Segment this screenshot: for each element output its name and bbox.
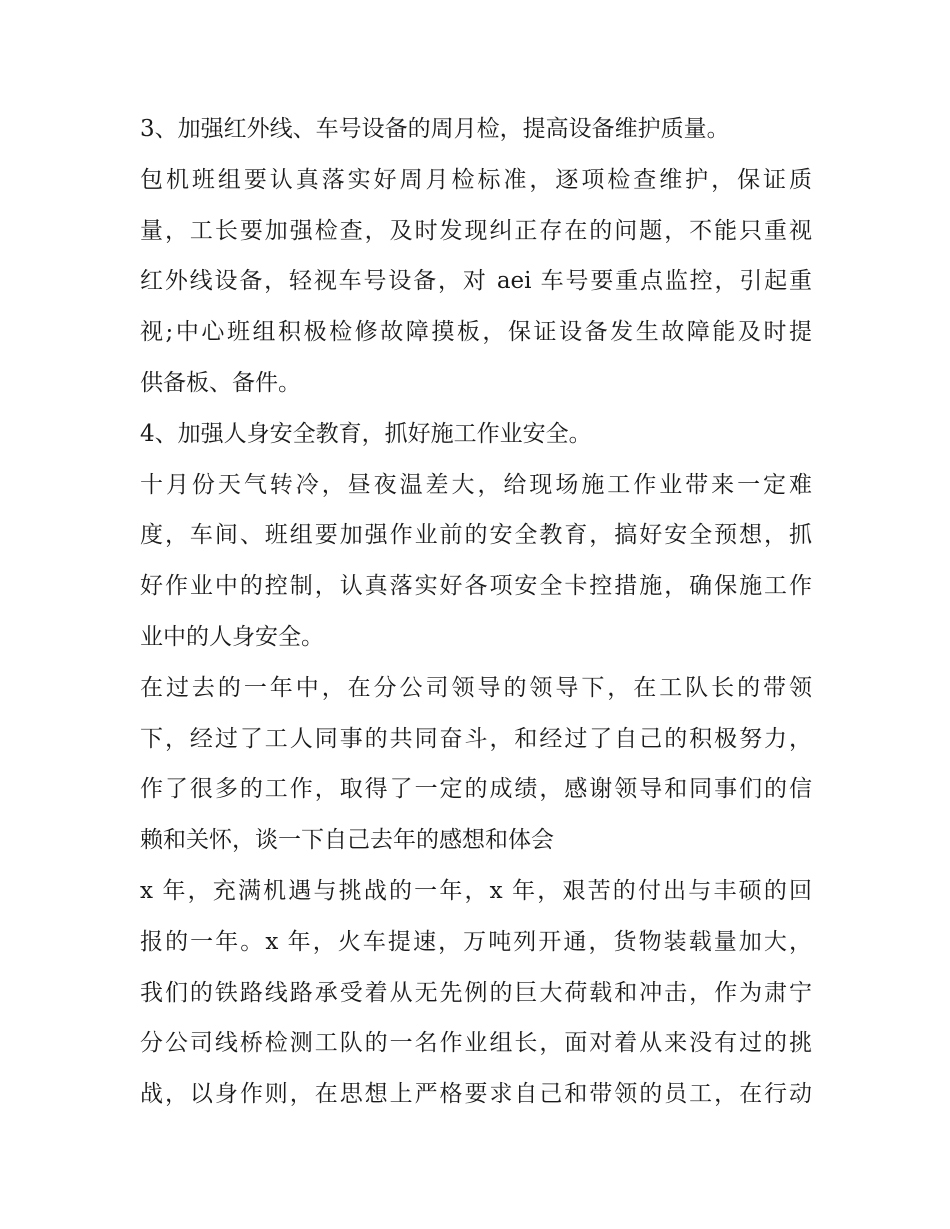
paragraph-line: 视;中心班组积极检修故障摸板，保证设备发生故障能及时提 bbox=[140, 319, 812, 346]
heading-item-4: 4、加强人身安全教育，抓好施工作业安全。 bbox=[140, 420, 592, 447]
paragraph-line: 包机班组要认真落实好周月检标准，逐项检查维护，保证质 bbox=[140, 166, 812, 193]
paragraph-line: 好作业中的控制，认真落实好各项安全卡控措施，确保施工作 bbox=[140, 573, 812, 600]
paragraph-line: 赖和关怀，谈一下自己去年的感想和体会 bbox=[140, 827, 554, 854]
paragraph-line: 红外线设备，轻视车号设备，对 aei 车号要重点监控，引起重 bbox=[140, 268, 812, 295]
paragraph-line: 在过去的一年中，在分公司领导的领导下，在工队长的带领 bbox=[140, 674, 812, 701]
paragraph-line: 供备板、备件。 bbox=[140, 369, 301, 396]
paragraph-line: 量，工长要加强检查，及时发现纠正存在的问题，不能只重视 bbox=[140, 217, 812, 244]
paragraph-line: 我们的铁路线路承受着从无先例的巨大荷载和冲击，作为肃宁 bbox=[140, 979, 812, 1006]
heading-item-3: 3、加强红外线、车号设备的周月检，提高设备维护质量。 bbox=[140, 116, 730, 142]
paragraph-line: 业中的人身安全。 bbox=[140, 623, 324, 650]
paragraph-line: 战，以身作则，在思想上严格要求自己和带领的员工，在行动 bbox=[140, 1081, 812, 1108]
paragraph-line: 报的一年。x 年，火车提速，万吨列开通，货物装载量加大， bbox=[140, 928, 812, 955]
paragraph-line: 作了很多的工作，取得了一定的成绩，感谢领导和同事们的信 bbox=[140, 776, 812, 803]
paragraph-line: 分公司线桥检测工队的一名作业组长，面对着从来没有过的挑 bbox=[140, 1030, 812, 1057]
paragraph-line: 十月份天气转冷，昼夜温差大，给现场施工作业带来一定难 bbox=[140, 471, 812, 498]
paragraph-line: 度，车间、班组要加强作业前的安全教育，搞好安全预想，抓 bbox=[140, 522, 812, 549]
paragraph-line: x 年，充满机遇与挑战的一年，x 年，艰苦的付出与丰硕的回 bbox=[140, 877, 812, 904]
document-body bbox=[140, 104, 812, 1120]
paragraph-line: 下，经过了工人同事的共同奋斗，和经过了自己的积极努力， bbox=[140, 725, 812, 752]
